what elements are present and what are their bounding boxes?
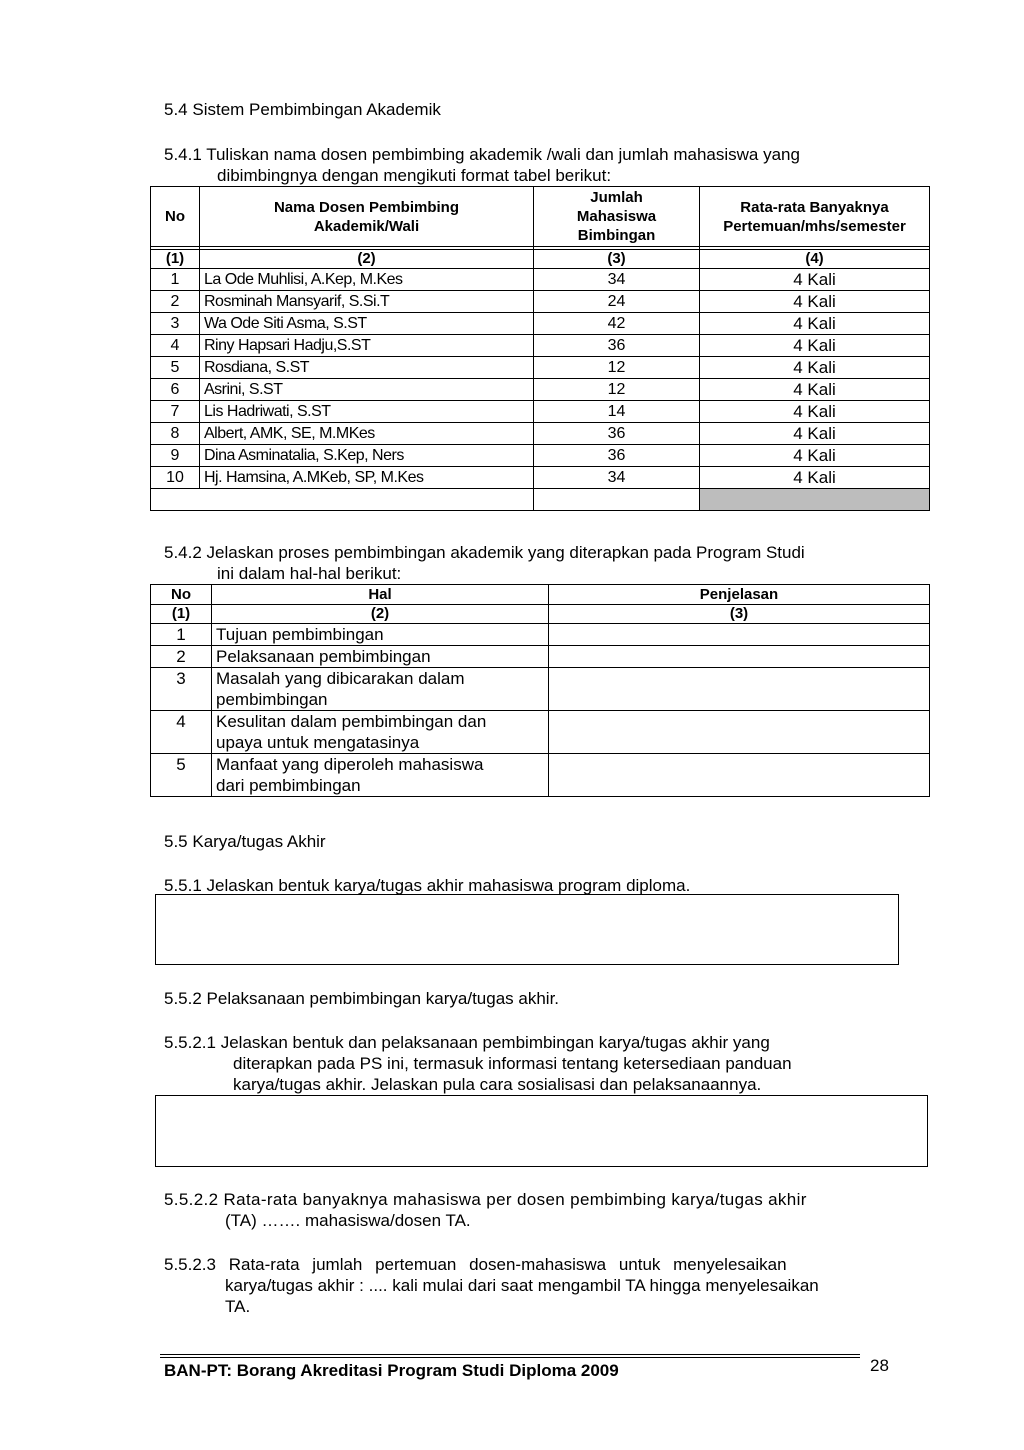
section-5-5-heading: 5.5 Karya/tugas Akhir: [164, 832, 326, 851]
table-row: 6 Asrini, S.ST 12 4 Kali: [151, 379, 930, 401]
answer-box-5-5-2-1[interactable]: [155, 1095, 928, 1167]
table-row: 8 Albert, AMK, SE, M.MKes 36 4 Kali: [151, 423, 930, 445]
table-row: 4 Riny Hapsari Hadju,S.ST 36 4 Kali: [151, 335, 930, 357]
table-row: 3 Wa Ode Siti Asma, S.ST 42 4 Kali: [151, 313, 930, 335]
answer-box-5-5-1[interactable]: [155, 894, 899, 965]
section-5-4-2-text: 5.4.2 Jelaskan proses pembimbingan akademik yang diterapkan pada Program Studi: [164, 543, 805, 562]
table-row: 1 Tujuan pembimbingan: [151, 624, 930, 646]
advisor-table: [150, 186, 930, 511]
table-row: 3 Masalah yang dibicarakan dalam pembimbingan: [151, 668, 930, 711]
table-row: 10 Hj. Hamsina, A.MKeb, SP, M.Kes 34 4 Kali: [151, 467, 930, 489]
column-index-row: (1) (2) (3): [151, 605, 930, 624]
footer-rule: [160, 1354, 860, 1355]
total-row: [151, 489, 930, 511]
col-count-header: Jumlah Mahasiswa Bimbingan: [534, 187, 700, 247]
section-5-5-2-1-text: 5.5.2.1 Jelaskan bentuk dan pelaksanaan pembimbingan karya/tugas akhir yang: [164, 1033, 770, 1052]
footer-rule-2: [160, 1357, 860, 1358]
table-row: 5 Rosdiana, S.ST 12 4 Kali: [151, 357, 930, 379]
section-5-4-2-text-cont: ini dalam hal-hal berikut:: [217, 564, 402, 583]
footer-title: BAN-PT: Borang Akreditasi Program Studi Diploma 2009: [164, 1361, 619, 1380]
table-row: 1 La Ode Muhlisi, A.Kep, M.Kes 34 4 Kali: [151, 269, 930, 291]
table-row: 7 Lis Hadriwati, S.ST 14 4 Kali: [151, 401, 930, 423]
col-no-header: No: [151, 187, 200, 247]
col-penjelasan-header: Penjelasan: [549, 585, 930, 605]
table-row: 9 Dina Asminatalia, S.Kep, Ners 36 4 Kali: [151, 445, 930, 467]
table-row: 2 Rosminah Mansyarif, S.Si.T 24 4 Kali: [151, 291, 930, 313]
section-5-4-heading: 5.4 Sistem Pembimbingan Akademik: [164, 100, 441, 119]
section-5-5-2-3-text-cont: karya/tugas akhir : .... kali mulai dari saat mengambil TA hingga menyelesaikan: [225, 1276, 819, 1295]
table-row: 4 Kesulitan dalam pembimbingan dan upaya untuk mengatasinya: [151, 711, 930, 754]
column-index-row: (1) (2) (3) (4): [151, 250, 930, 269]
section-5-5-2-2-text-cont: (TA) ……. mahasiswa/dosen TA.: [225, 1211, 471, 1230]
section-5-5-2-3-text-cont2: TA.: [225, 1297, 251, 1316]
section-5-5-2-text: 5.5.2 Pelaksanaan pembimbingan karya/tugas akhir.: [164, 989, 560, 1008]
section-5-5-2-1-text-cont: diterapkan pada PS ini, termasuk informasi tentang ketersediaan panduan: [233, 1054, 792, 1073]
section-5-4-1-text: 5.4.1 Tuliskan nama dosen pembimbing akademik /wali dan jumlah mahasiswa yang: [164, 145, 800, 164]
col-avg-header: Rata-rata Banyaknya Pertemuan/mhs/semester: [700, 187, 930, 247]
col-hal-header: Hal: [212, 585, 549, 605]
section-5-5-2-2-text: 5.5.2.2 Rata-rata banyaknya mahasiswa per dosen pembimbing karya/tugas akhir: [164, 1190, 807, 1209]
table-row: 5 Manfaat yang diperoleh mahasiswa dari pembimbingan: [151, 754, 930, 797]
col-no-header: No: [151, 585, 212, 605]
section-5-5-2-1-text-cont2: karya/tugas akhir. Jelaskan pula cara sosialisasi dan pelaksanaannya.: [233, 1075, 762, 1094]
guidance-process-table: [150, 584, 930, 797]
shaded-cell: [700, 489, 930, 511]
section-5-5-2-3-text: 5.5.2.3 Rata-rata jumlah pertemuan dosen-mahasiswa untuk menyelesaikan: [164, 1255, 787, 1274]
table-row: 2 Pelaksanaan pembimbingan: [151, 646, 930, 668]
section-5-5-1-text: 5.5.1 Jelaskan bentuk karya/tugas akhir mahasiswa program diploma.: [164, 876, 691, 895]
page-number: 28: [870, 1356, 889, 1375]
col-name-header: Nama Dosen Pembimbing Akademik/Wali: [200, 187, 534, 247]
section-5-4-1-text-cont: dibimbingnya dengan mengikuti format tabel berikut:: [217, 166, 612, 185]
